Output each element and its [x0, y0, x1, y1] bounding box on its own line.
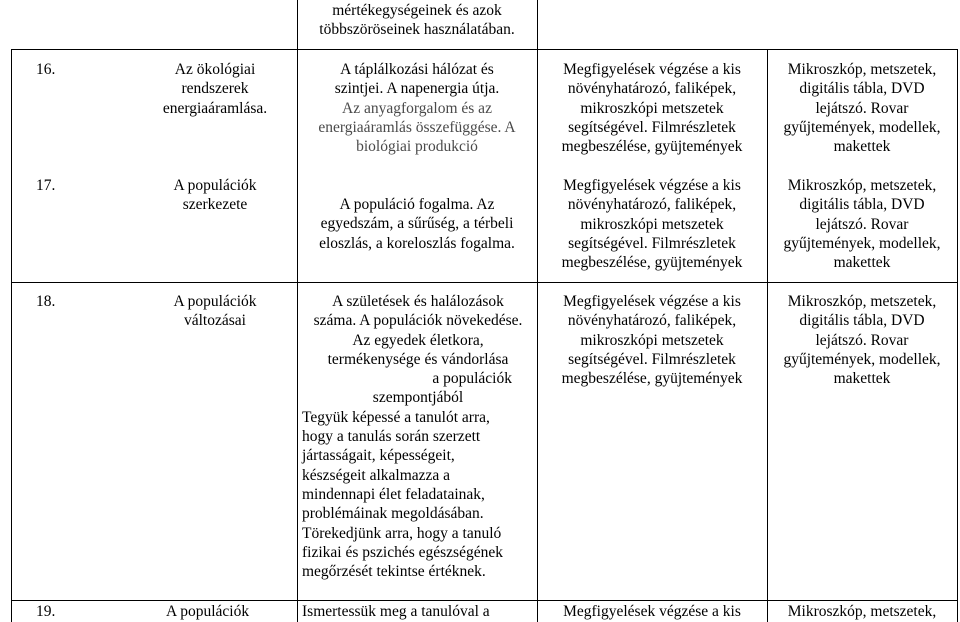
row-number: 19.	[36, 603, 56, 620]
row-topic	[140, 60, 290, 118]
content-line: A táplálkozási hálózat és	[340, 61, 494, 78]
tools-line: Mikroszkóp, metszetek,	[787, 293, 937, 310]
row-divider-19	[11, 600, 958, 601]
tools-line: gyűjtemények, modellek,	[783, 118, 941, 136]
row-tools	[767, 176, 957, 272]
activity-line: megbeszélése, gyüjtemények	[561, 254, 743, 272]
activity-line: növényhatározó, faliképek,	[567, 196, 737, 214]
content-line: Ismertessük meg a tanulóval a	[302, 603, 490, 620]
row-content	[302, 292, 534, 581]
row-number: 18.	[36, 293, 56, 310]
row-activity	[537, 176, 767, 272]
content-line: szempontjából	[372, 389, 464, 407]
row-tools	[767, 292, 957, 388]
row-activity	[537, 292, 767, 388]
row-topic	[140, 292, 290, 331]
row-topic	[166, 602, 294, 621]
row-tools	[767, 602, 957, 621]
tools-line: makettek	[833, 370, 891, 388]
activity-line: növényhatározó, faliképek,	[567, 312, 737, 330]
content-line: szintjei. A napenergia útja.	[334, 80, 500, 98]
row-divider-18	[11, 282, 958, 283]
tools-line: digitális tábla, DVD	[799, 196, 925, 214]
activity-line: Megfigyelések végzése a kis	[563, 177, 741, 194]
table-border-right	[957, 49, 958, 622]
topic-line: A populációk	[166, 603, 250, 620]
content-line: Az anyagforgalom és az	[342, 99, 492, 117]
tools-line: Mikroszkóp, metszetek,	[787, 603, 937, 620]
table-border-left	[11, 49, 12, 622]
tools-line: gyűjtemények, modellek,	[783, 350, 941, 368]
row-content	[297, 195, 537, 253]
content-line: eloszlás, a koreloszlás fogalma.	[319, 234, 515, 252]
activity-line: segítségével. Filmrészletek	[568, 234, 736, 252]
tools-line: digitális tábla, DVD	[799, 312, 925, 330]
tools-line: lejátszó. Rovar	[815, 331, 909, 349]
content-line: energiaáramlás összefüggése. A	[318, 118, 516, 136]
top-fragment	[297, 1, 537, 40]
tools-line: digitális tábla, DVD	[799, 80, 925, 98]
content-line: termékenysége és vándorlása	[327, 350, 509, 368]
topic-line: energiaáramlása.	[162, 99, 268, 117]
tools-line: lejátszó. Rovar	[815, 215, 909, 233]
content-line: mindennapi élet feladatainak,	[302, 485, 485, 503]
activity-line: megbeszélése, gyüjtemények	[561, 370, 743, 388]
content-line: Tegyük képessé a tanulót arra,	[302, 408, 490, 426]
tools-line: Mikroszkóp, metszetek,	[787, 177, 937, 194]
activity-line: növényhatározó, faliképek,	[567, 80, 737, 98]
topic-line: A populációk	[173, 177, 257, 194]
topic-line: rendszerek	[181, 80, 249, 98]
activity-line: mikroszkópi metszetek	[580, 215, 724, 233]
content-line: A születések és halálozások	[332, 293, 504, 310]
activity-line: mikroszkópi metszetek	[580, 331, 724, 349]
topic-line: Az ökológiai	[174, 61, 256, 78]
content-line: A populáció fogalma. Az	[339, 196, 495, 213]
tools-line: makettek	[833, 138, 891, 156]
content-line: problémáinak megoldásában.	[302, 505, 484, 523]
activity-line: segítségével. Filmrészletek	[568, 350, 736, 368]
content-line: megőrzését tekintse értéknek.	[302, 563, 486, 581]
row-activity	[537, 602, 767, 621]
content-line: a populációk	[432, 370, 512, 388]
content-line: Törekedjünk arra, hogy a tanuló	[302, 524, 502, 542]
activity-line: Megfigyelések végzése a kis	[563, 293, 741, 310]
tools-line: lejátszó. Rovar	[815, 99, 909, 117]
tools-line: gyűjtemények, modellek,	[783, 234, 941, 252]
content-line: jártasságait, képességeit,	[302, 447, 455, 465]
top-fragment-line: többszöröseinek használatában.	[319, 21, 515, 39]
topic-line: A populációk	[173, 293, 257, 310]
content-line: egyedszám, a sűrűség, a térbeli	[320, 215, 514, 233]
activity-line: mikroszkópi metszetek	[580, 99, 724, 117]
tools-line: Mikroszkóp, metszetek,	[787, 61, 937, 78]
activity-line: Megfigyelések végzése a kis	[563, 61, 741, 78]
activity-line: segítségével. Filmrészletek	[568, 118, 736, 136]
activity-line: Megfigyelések végzése a kis	[563, 603, 741, 620]
row-activity	[537, 60, 767, 156]
row-content	[297, 60, 537, 156]
tools-line: makettek	[833, 254, 891, 272]
row-topic	[140, 176, 290, 215]
row-number: 16.	[36, 61, 56, 78]
row-content	[302, 602, 534, 621]
content-line: hogy a tanulás során szerzett	[302, 428, 481, 446]
content-line: fizikai és pszichés egészségének	[302, 543, 503, 561]
content-line: Az egyedek életkora,	[352, 331, 484, 349]
activity-line: megbeszélése, gyüjtemények	[561, 138, 743, 156]
content-line: készségeit alkalmazza a	[302, 466, 451, 484]
top-fragment-line: mértékegységeinek és azok	[332, 2, 502, 19]
row-number: 17.	[36, 177, 56, 194]
topic-line: változásai	[184, 312, 246, 330]
table-border-top	[11, 49, 958, 50]
content-line: biológiai produkció	[356, 138, 478, 156]
topic-line: szerkezete	[182, 196, 248, 214]
row-tools	[767, 60, 957, 156]
content-line: száma. A populációk növekedése.	[313, 312, 523, 330]
